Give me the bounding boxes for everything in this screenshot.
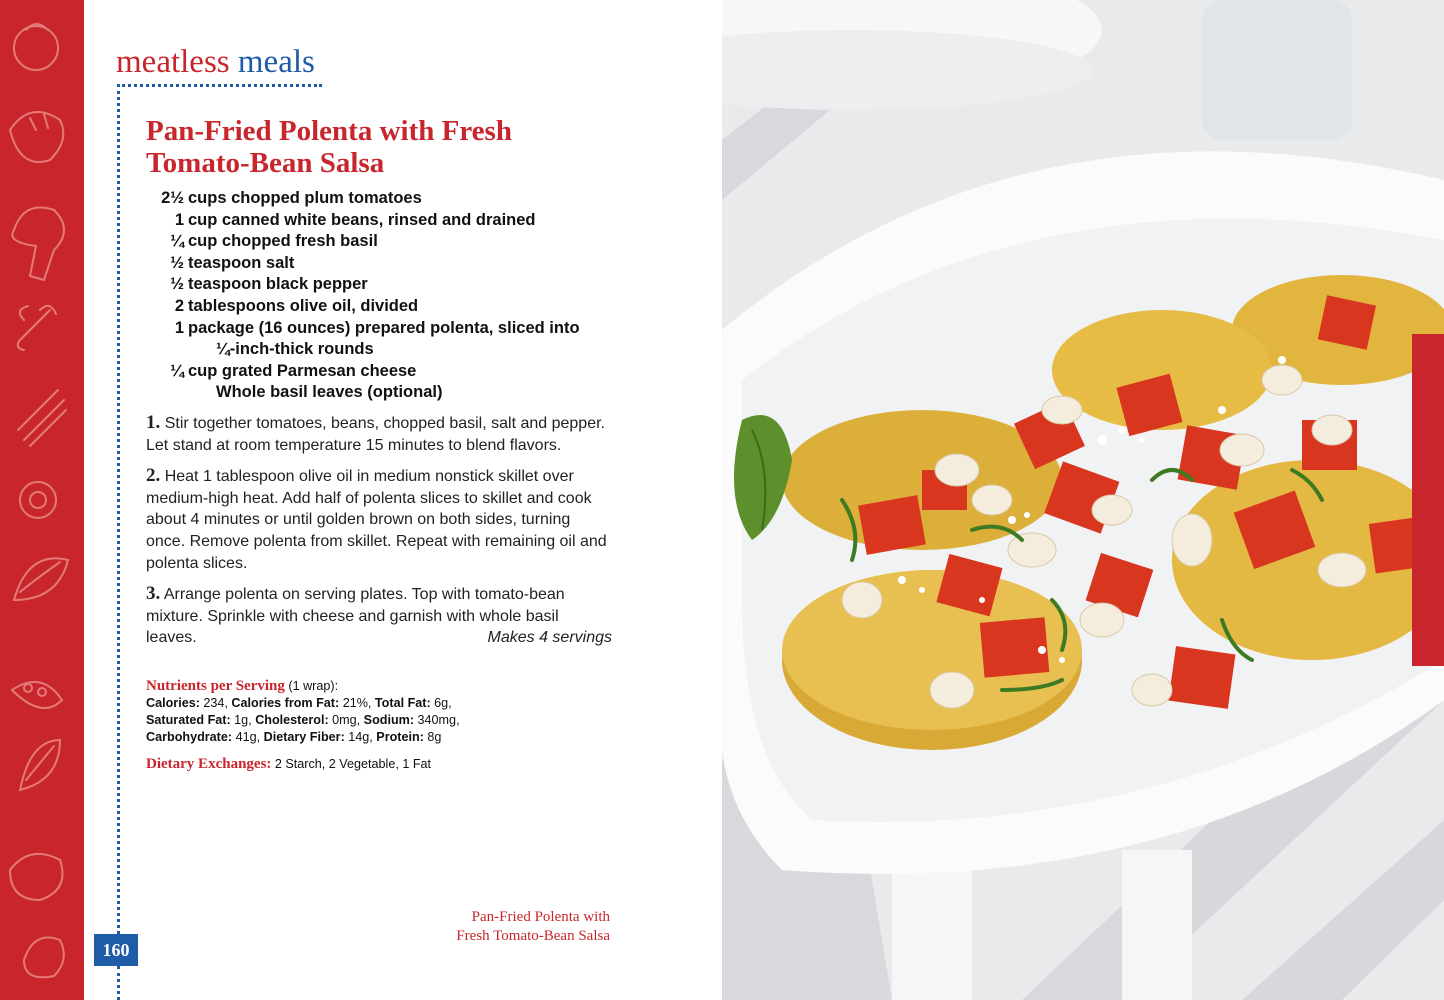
exchanges-heading: Dietary Exchanges: [146,756,272,772]
nutrition-facts: Nutrients per Serving (1 wrap): Calories: 234, Calories from Fat: 21%, Total Fat: 6g, Saturated Fat: 1g, Cholesterol: 0mg, Sodium: 340mg, Carbohydrate: 41g, Dietary Fiber: 14g, Protein: 8g [146,678,460,744]
step-number: 1. [146,412,161,433]
dietary-exchanges [146,756,431,773]
step-text: Heat 1 tablespoon olive oil in medium nonstick skillet over medium-high heat. Add half of polenta slices to skillet and cook about 4 minutes or until golden brown on both sides, turning once. Remove polenta from skillet. Repeat with remaining oil and polenta slices. [146,468,607,572]
nutrient-label: Dietary Fiber: [263,730,345,744]
ingredient-qty: 2½ [161,189,184,207]
caption-line: Fresh Tomato-Bean Salsa [456,928,610,944]
instruction-step [146,583,612,649]
recipe-title-line: Tomato-Bean Salsa [146,147,385,179]
ingredient-text: Whole basil leaves (optional) [216,383,443,402]
section-title-word1: meatless [116,44,230,80]
ingredient-text: cup grated Parmesan cheese [188,361,417,380]
dotted-rule-vertical-bottom [117,966,120,1000]
nutrient-label: Cholesterol: [255,713,329,727]
recipe-title-line: Pan-Fried Polenta with Fresh [146,115,512,147]
ingredient-text: tablespoons olive oil, divided [188,296,419,315]
nutrient-value: 0mg [332,713,357,727]
ingredient-item [156,296,676,318]
nutrient-value: 14g [348,730,370,744]
step-number: 3. [146,583,161,605]
ingredient-qty: ½ [170,275,184,294]
nutrient-label: Calories: [146,696,200,710]
page-number: 160 [94,934,138,966]
ingredient-list [156,188,676,404]
ingredient-text: cup canned white beans, rinsed and drained [188,210,536,229]
ingredient-qty: 2 [174,296,184,315]
decorative-side-strip [0,0,84,1000]
ingredient-item [156,361,676,383]
exchanges-text: 2 Starch, 2 Vegetable, 1 Fat [274,757,432,771]
ingredient-qty: ½ [170,253,184,272]
nutrition-heading: Nutrients per Serving [146,678,285,694]
nutrient-value: 21% [342,696,368,710]
nutrient-value: 234 [203,696,225,710]
recipe-yield: Makes 4 servings [487,629,612,647]
ingredient-qty: 1 [174,210,184,229]
ingredient-item [156,210,676,232]
ingredient-qty: 1 [174,318,184,337]
ingredient-text: teaspoon black pepper [188,275,368,294]
instruction-step [146,412,612,456]
nutrient-value: 41g [235,730,257,744]
photo-edge-tab [1412,334,1444,666]
ingredient-item [156,318,676,340]
ingredient-item [156,382,676,404]
nutrient-label: Calories from Fat: [231,696,340,710]
nutrient-value: 6g [434,696,449,710]
step-text: Arrange polenta on serving plates. Top with tomato-bean mixture. Sprinkle with cheese and garnish with whole basil leaves. [146,586,565,647]
ingredient-item [156,274,676,296]
recipe-page [84,0,722,1000]
section-title-word2: meals [237,44,315,80]
nutrient-value: 340mg [417,713,457,727]
ingredient-text: teaspoon salt [188,253,295,272]
dotted-rule-vertical [117,84,120,934]
photo-caption [404,908,610,946]
ingredient-text: package (16 ounces) prepared polenta, sliced into [188,318,580,337]
nutrient-value: 8g [427,730,442,744]
nutrition-serving: (1 wrap): [288,679,339,693]
ingredient-qty: ¼ [170,361,184,380]
step-number: 2. [146,465,161,487]
instruction-step [146,465,612,574]
nutrient-label: Carbohydrate: [146,730,233,744]
ingredient-qty: ¼ [170,232,184,251]
recipe-title [146,115,666,179]
food-photo [722,0,1444,1000]
instruction-steps [146,412,612,658]
nutrient-value: 1g [234,713,249,727]
step-text: Stir together tomatoes, beans, chopped basil, salt and pepper. Let stand at room temperature 15 minutes to blend flavors. [146,415,605,454]
ingredient-text: cups chopped plum tomatoes [188,189,422,207]
caption-line: Pan-Fried Polenta with [471,909,610,925]
ingredient-item-continued: ¼-inch-thick rounds [216,340,374,359]
ingredient-item [156,253,676,275]
section-title [116,44,315,80]
nutrient-label: Sodium: [363,713,415,727]
vegetable-doodle-icon [0,0,84,1000]
nutrient-label: Total Fat: [374,696,431,710]
ingredient-text: cup chopped fresh basil [188,232,378,251]
dotted-rule-horizontal [117,84,322,87]
nutrient-label: Saturated Fat: [146,713,231,727]
nutrient-label: Protein: [376,730,424,744]
ingredient-item [156,231,676,253]
ingredient-item [156,188,676,210]
